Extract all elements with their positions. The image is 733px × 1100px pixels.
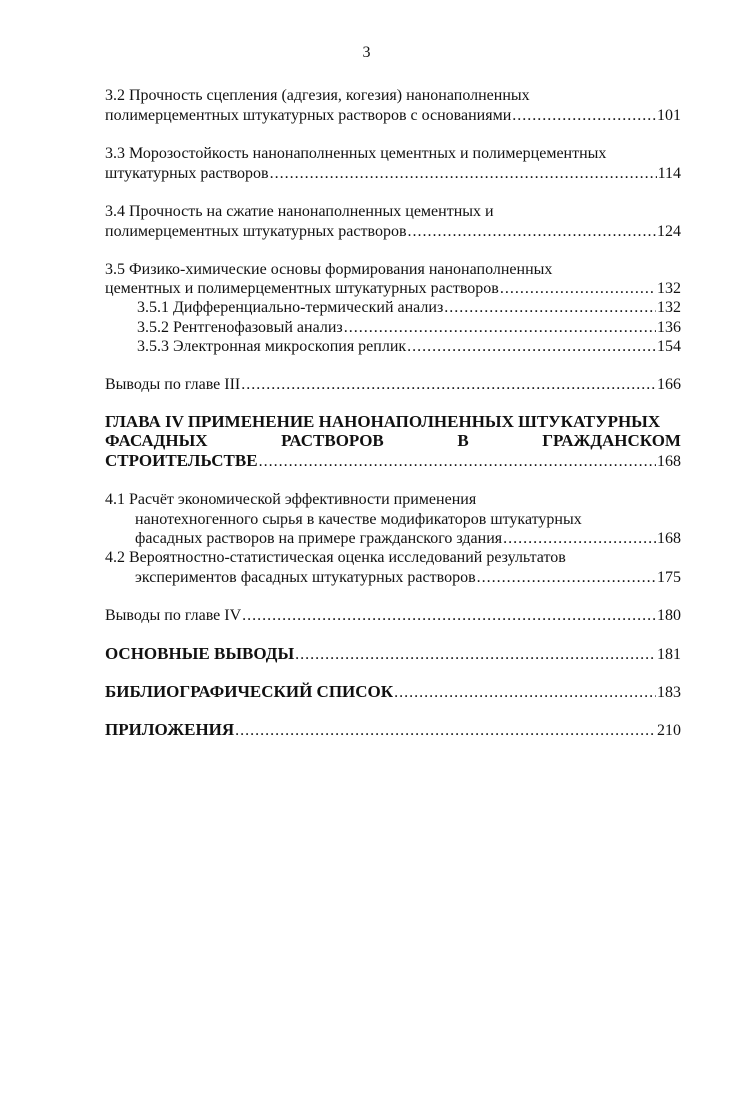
- word: РАСТВОРОВ: [281, 431, 384, 450]
- toc-4-2-title: экспериментов фасадных штукатурных растворов: [135, 569, 476, 586]
- toc-appendices-title: ПРИЛОЖЕНИЯ: [105, 720, 235, 739]
- toc-appendices[interactable]: [105, 720, 681, 741]
- toc-4-1-line1: 4.1 Расчёт экономической эффективности применения: [105, 491, 477, 508]
- toc-3-2-title: полимерцементных штукатурных растворов с основаниями: [105, 107, 512, 124]
- toc-3-4-title: полимерцементных штукатурных растворов: [105, 223, 407, 240]
- toc-3-5-2-page: 136: [657, 319, 681, 336]
- toc-3-3-line1: 3.3 Морозостойкость нанонаполненных цементных и полимерцементных: [105, 145, 607, 162]
- toc-conclusions-ch3-page: 166: [657, 376, 681, 393]
- toc-chapter-4[interactable]: [105, 451, 681, 472]
- word: ФАСАДНЫХ: [105, 431, 208, 450]
- toc-conclusions-ch3-title: Выводы по главе III: [105, 376, 241, 393]
- leader-dots: [500, 279, 656, 299]
- toc-main-conclusions-title: ОСНОВНЫЕ ВЫВОДЫ: [105, 644, 295, 663]
- toc-3-5-1[interactable]: [137, 298, 681, 318]
- leader-dots: [235, 721, 656, 741]
- toc-3-2-page: 101: [657, 107, 681, 124]
- toc-bibliography-page: 183: [657, 684, 681, 701]
- toc-conclusions-ch4[interactable]: [105, 606, 681, 626]
- page-number: 3: [362, 44, 371, 61]
- toc-main-conclusions[interactable]: [105, 644, 681, 665]
- toc-3-4-line1: 3.4 Прочность на сжатие нанонаполненных цементных и: [105, 203, 494, 220]
- toc-main-conclusions-page: 181: [657, 646, 681, 663]
- toc-3-5-3[interactable]: [137, 337, 681, 357]
- toc-4-2-line1: 4.2 Вероятностно-статистическая оценка исследований результатов: [105, 549, 566, 566]
- toc-3-5[interactable]: [105, 279, 681, 299]
- leader-dots: [408, 222, 657, 242]
- toc-4-1[interactable]: [135, 529, 681, 549]
- toc-3-3-page: 114: [657, 165, 681, 182]
- toc-chapter-4-line2: [105, 431, 681, 451]
- leader-dots: [394, 683, 656, 703]
- toc-conclusions-ch4-title: Выводы по главе IV: [105, 607, 242, 624]
- toc-4-1-page: 168: [657, 530, 681, 547]
- toc-3-5-page: 132: [657, 280, 681, 297]
- toc-3-5-3-title: 3.5.3 Электронная микроскопия реплик: [137, 338, 407, 355]
- leader-dots: [241, 375, 656, 395]
- toc-appendices-page: 210: [657, 722, 681, 739]
- toc-3-4-page: 124: [657, 223, 681, 240]
- leader-dots: [477, 568, 656, 588]
- leader-dots: [444, 298, 656, 318]
- toc-3-5-1-page: 132: [657, 299, 681, 316]
- toc-4-1-title: фасадных растворов на примере гражданского здания: [135, 530, 503, 547]
- toc-conclusions-ch4-page: 180: [657, 607, 681, 624]
- toc-4-1-line2: нанотехногенного сырья в качестве модификаторов штукатурных: [135, 511, 582, 528]
- toc-chapter-4-title: СТРОИТЕЛЬСТВЕ: [105, 451, 258, 470]
- toc-4-2[interactable]: [135, 568, 681, 588]
- leader-dots: [270, 164, 657, 184]
- leader-dots: [295, 645, 656, 665]
- leader-dots: [259, 452, 656, 472]
- toc-3-2-line1: 3.2 Прочность сцепления (адгезия, когезия) нанонаполненных: [105, 87, 530, 104]
- toc-3-5-2-title: 3.5.2 Рентгенофазовый анализ: [137, 319, 343, 336]
- word: ГРАЖДАНСКОМ: [542, 431, 681, 450]
- word: В: [457, 431, 469, 450]
- toc-3-5-2[interactable]: [137, 318, 681, 338]
- toc-3-5-3-page: 154: [657, 338, 681, 355]
- leader-dots: [407, 337, 656, 357]
- toc-chapter-4-page: 168: [657, 453, 681, 470]
- toc-4-2-page: 175: [657, 569, 681, 586]
- toc-3-3-title: штукатурных растворов: [105, 165, 269, 182]
- toc-bibliography-title: БИБЛИОГРАФИЧЕСКИЙ СПИСОК: [105, 682, 394, 701]
- leader-dots: [503, 529, 656, 549]
- toc-3-4[interactable]: [105, 222, 681, 242]
- toc-chapter-4-line1: ГЛАВА IV ПРИМЕНЕНИЕ НАНОНАПОЛНЕННЫХ ШТУКАТУРНЫХ: [105, 412, 661, 431]
- toc-3-3[interactable]: [105, 164, 681, 184]
- leader-dots: [512, 106, 656, 126]
- toc-bibliography[interactable]: [105, 682, 681, 703]
- toc-3-5-title: цементных и полимерцементных штукатурных растворов: [105, 280, 499, 297]
- leader-dots: [242, 606, 656, 626]
- toc-3-2[interactable]: [105, 106, 681, 126]
- toc-3-5-1-title: 3.5.1 Дифференциально-термический анализ: [137, 299, 444, 316]
- leader-dots: [344, 318, 656, 338]
- toc-conclusions-ch3[interactable]: [105, 375, 681, 395]
- toc-3-5-line1: 3.5 Физико-химические основы формирования нанонаполненных: [105, 261, 553, 278]
